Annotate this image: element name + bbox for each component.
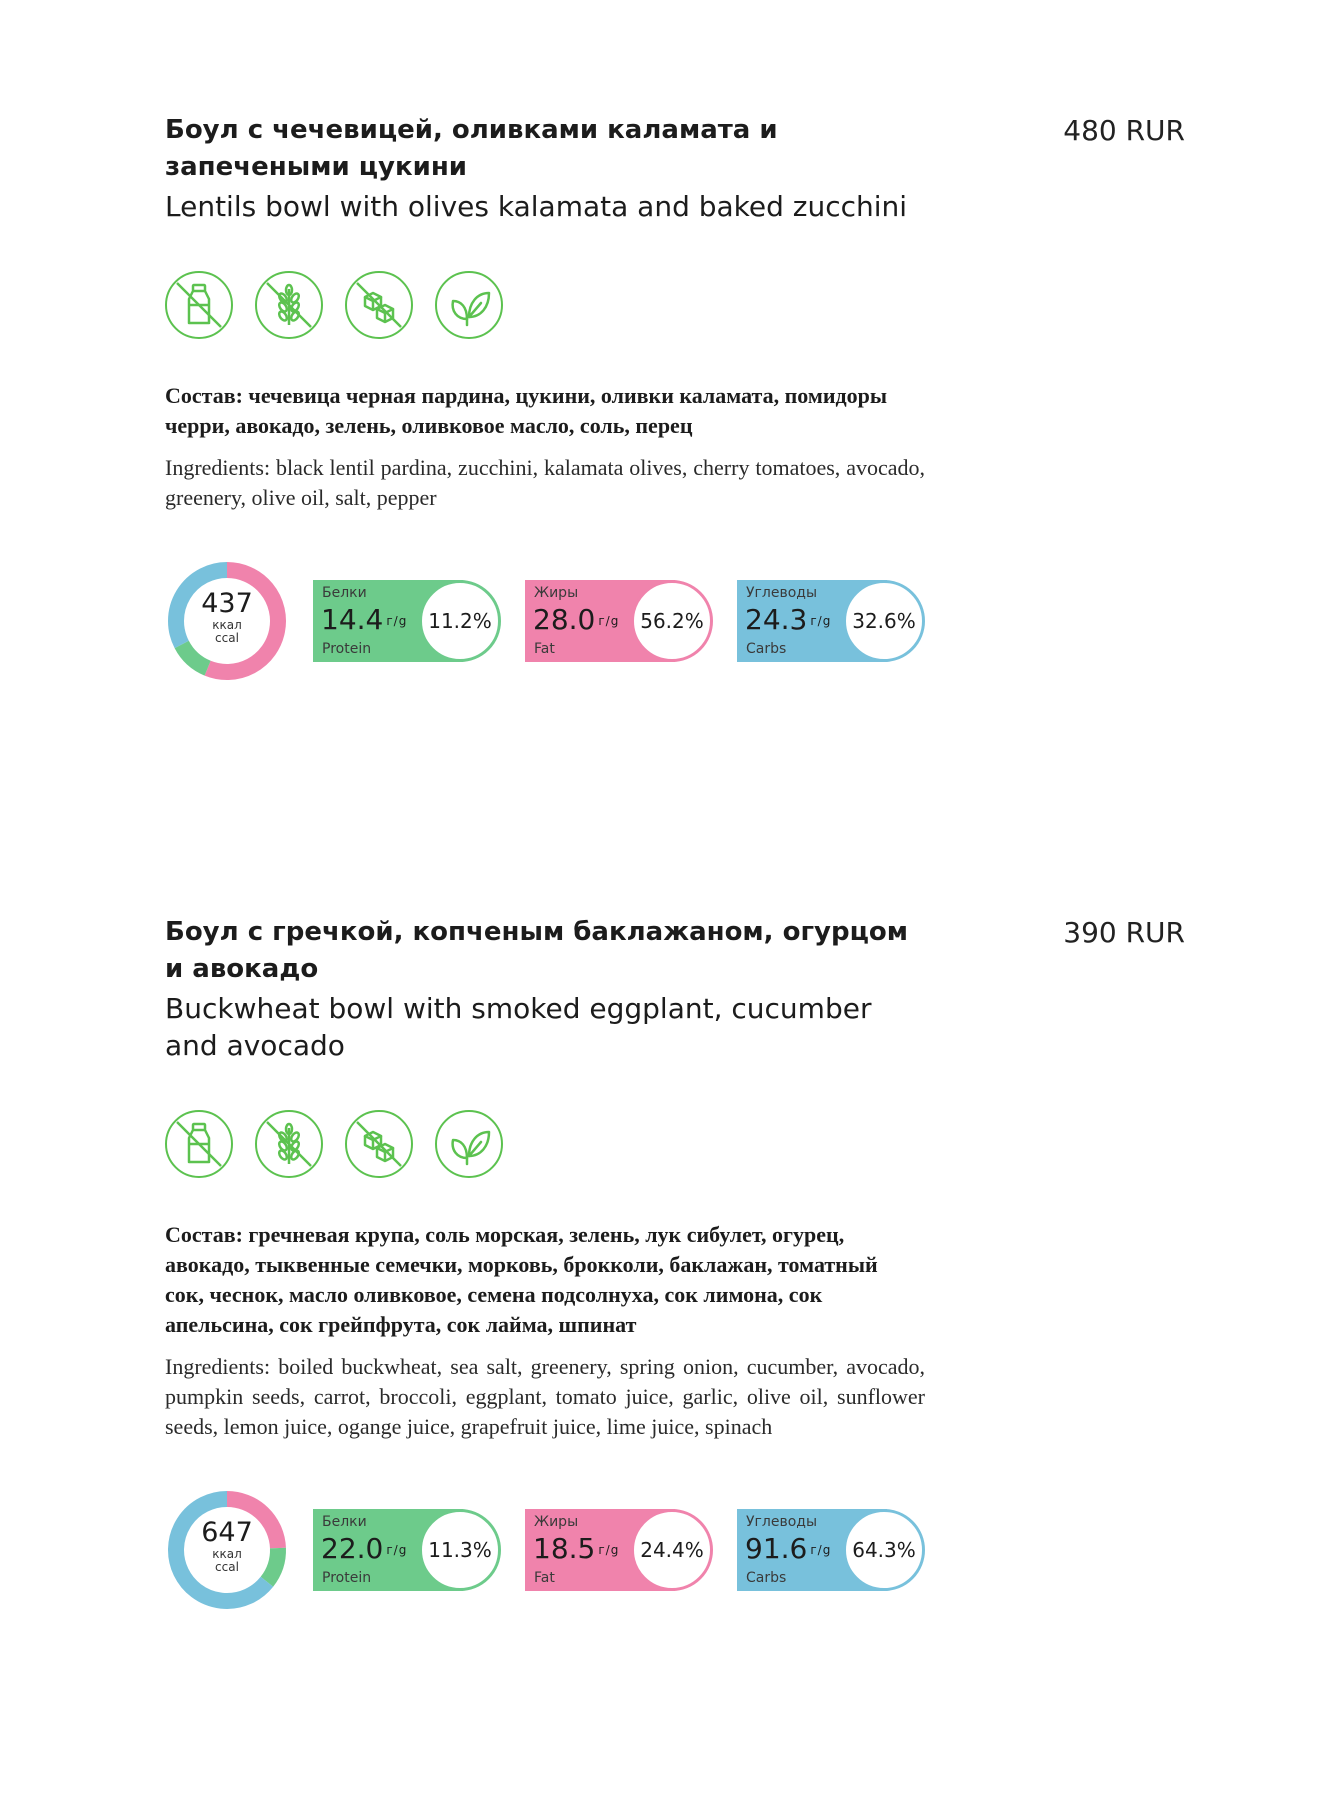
protein-unit: г/g: [386, 1543, 408, 1557]
protein-value: 14.4: [321, 603, 384, 636]
fat-unit: г/g: [598, 614, 620, 628]
carbs-label-ru: Углеводы: [746, 1514, 817, 1530]
fat-badge: [525, 580, 713, 662]
protein-badge: [313, 580, 501, 662]
carbs-unit: г/g: [810, 614, 832, 628]
fat-label-en: Fat: [534, 1570, 555, 1586]
dish-price: 390 RUR: [1063, 916, 1185, 949]
vegan-leaf-icon: [435, 271, 503, 339]
kcal-label-en: ccal: [215, 1560, 239, 1574]
composition-ru: Состав: чечевица черная пардина, цукини, оливки каламата, помидоры черри, авокадо, зелень, оливковое масло, соль, перец: [165, 383, 888, 438]
dish-card: [165, 112, 1185, 683]
calorie-donut: [165, 559, 289, 683]
carbs-value: 24.3: [745, 603, 808, 636]
fat-value: 28.0: [533, 603, 596, 636]
kcal-label-en: ccal: [215, 631, 239, 645]
carbs-value: 91.6: [745, 1532, 808, 1565]
dish-title-ru: Боул с чечевицей, оливками каламата и запечеными цукини: [165, 115, 778, 182]
protein-label-ru: Белки: [322, 1514, 367, 1530]
sugar-free-icon: [345, 271, 413, 339]
protein-percent: 11.3%: [419, 1509, 501, 1591]
dish-title-en: Buckwheat bowl with smoked eggplant, cucumber and avocado: [165, 992, 872, 1062]
dish-price: 480 RUR: [1063, 114, 1185, 147]
dish-title-en: Lentils bowl with olives kalamata and baked zucchini: [165, 190, 908, 223]
protein-percent: 11.2%: [419, 580, 501, 662]
protein-label-en: Protein: [322, 1570, 372, 1586]
protein-label-en: Protein: [322, 641, 372, 657]
diet-icons: [165, 1110, 1185, 1178]
carbs-unit: г/g: [810, 1543, 832, 1557]
ingredients-en: Ingredients: boiled buckwheat, sea salt, greenery, spring onion, cucumber, avocado, pumpkin seeds, carrot, broccoli, eggplant, tomato juice, garlic, olive oil, sunflower seeds, lemon juice, ogange juice, grapefruit juice, lime juice, spinach: [165, 1354, 925, 1439]
kcal-value: 647: [201, 1517, 253, 1548]
fat-unit: г/g: [598, 1543, 620, 1557]
carbs-label-en: Carbs: [746, 1570, 787, 1586]
fat-value: 18.5: [533, 1532, 596, 1565]
carbs-badge: [737, 1509, 925, 1591]
composition-ru: Состав: гречневая крупа, соль морская, зелень, лук сибулет, огурец, авокадо, тыквенные семечки, морковь, брокколи, баклажан, томатный сок, чеснок, масло оливковое, семена подсолнуха, сок лимона, сок апельсина, сок грейпфрута, сок лайма, шпинат: [165, 1222, 878, 1337]
diet-icons: [165, 271, 1185, 339]
carbs-percent: 32.6%: [843, 580, 925, 662]
no-dairy-icon: [165, 271, 233, 339]
fat-percent: 56.2%: [631, 580, 713, 662]
carbs-label-ru: Углеводы: [746, 585, 817, 601]
nutrition-row: [165, 559, 1185, 683]
vegan-leaf-icon: [435, 1110, 503, 1178]
fat-label-ru: Жиры: [534, 1514, 579, 1530]
fat-badge: [525, 1509, 713, 1591]
protein-value: 22.0: [321, 1532, 384, 1565]
carbs-label-en: Carbs: [746, 641, 787, 657]
fat-percent: 24.4%: [631, 1509, 713, 1591]
donut-slice-protein: [182, 644, 208, 668]
kcal-label-ru: ккал: [212, 1547, 242, 1561]
ingredients-en: Ingredients: black lentil pardina, zucchini, kalamata olives, cherry tomatoes, avocado, greenery, olive oil, salt, pepper: [165, 455, 925, 510]
kcal-value: 437: [201, 588, 253, 619]
gluten-free-icon: [255, 1110, 323, 1178]
dish-card: [165, 914, 1185, 1612]
carbs-badge: [737, 580, 925, 662]
fat-label-ru: Жиры: [534, 585, 579, 601]
protein-badge: [313, 1509, 501, 1591]
dish-title-ru: Боул с гречкой, копченым баклажаном, огурцом и авокадо: [165, 917, 909, 984]
protein-label-ru: Белки: [322, 585, 367, 601]
protein-unit: г/g: [386, 614, 408, 628]
kcal-label-ru: ккал: [212, 618, 242, 632]
no-dairy-icon: [165, 1110, 233, 1178]
carbs-percent: 64.3%: [843, 1509, 925, 1591]
sugar-free-icon: [345, 1110, 413, 1178]
gluten-free-icon: [255, 271, 323, 339]
nutrition-row: [165, 1488, 1185, 1612]
calorie-donut: [165, 1488, 289, 1612]
fat-label-en: Fat: [534, 641, 555, 657]
